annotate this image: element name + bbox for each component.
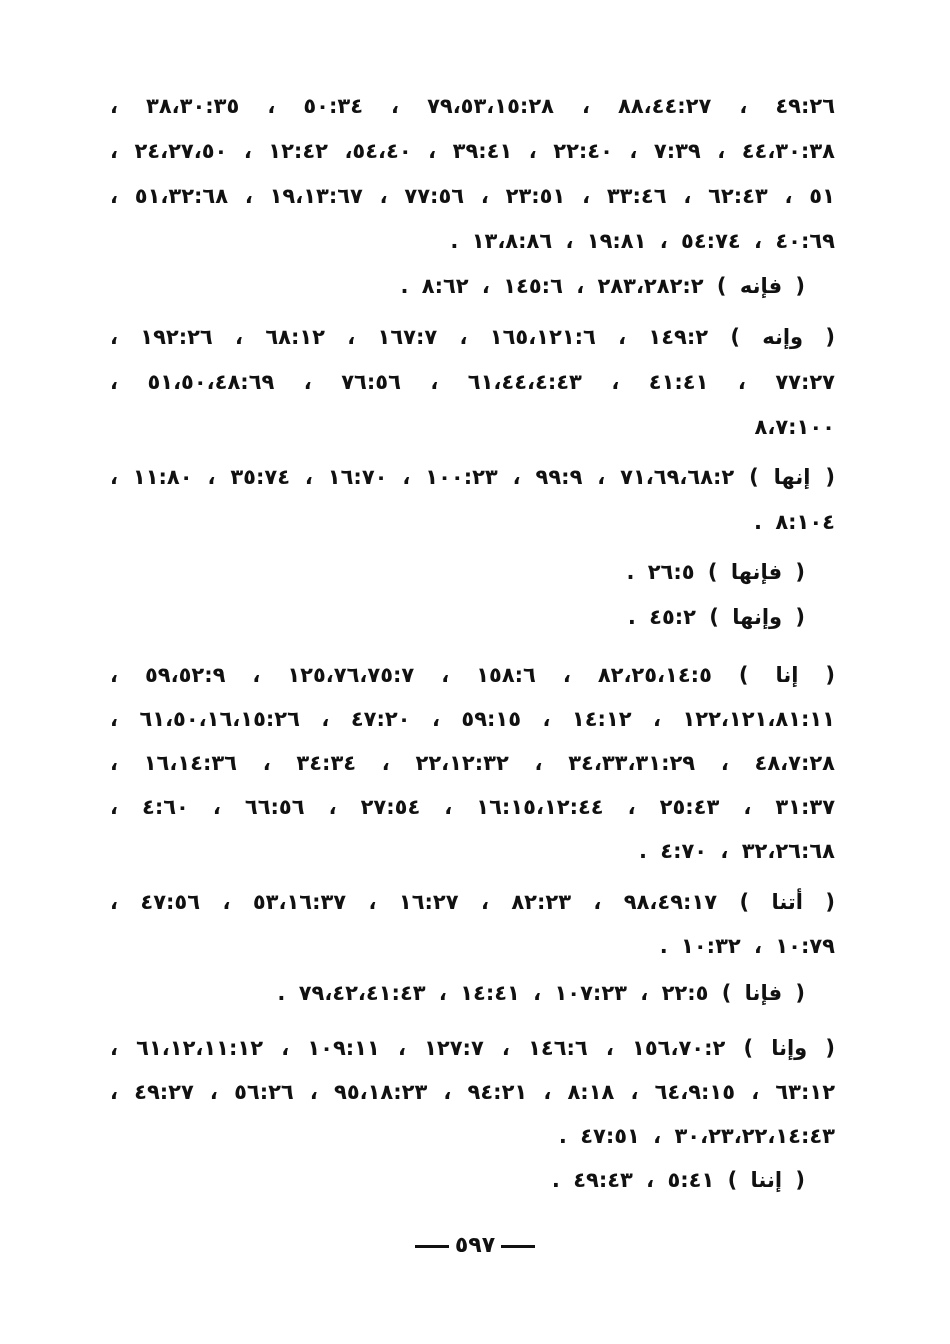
entry-heading-line: ( فإنها ) ٢٦:٥ . [626,560,805,584]
text-line: ٧٧:٢٧ ، ٤١:٤١ ، ٦١،٤٤،٤:٤٣ ، ٧٦:٥٦ ، ٥١،٥٠،٤٨:٦٩ ، [110,370,835,394]
text-line: ١٢٢،١٢١،٨١:١١ ، ١٤:١٢ ، ٥٩:١٥ ، ٤٧:٢٠ ، ٦١،٥٠،١٦،١٥:٢٦ ، [110,707,835,731]
dash-left [501,1245,535,1248]
entry-heading-line: ( فإنه ) ٢٨٣،٢٨٢:٢ ، ١٤٥:٦ ، ٨:٦٢ . [400,274,805,298]
text-line: ٤٩:٢٦ ، ٨٨،٤٤:٢٧ ، ٧٩،٥٣،١٥:٢٨ ، ٥٠:٣٤ ، ٣٨،٣٠:٣٥ ، [110,94,836,118]
text-line: ٨،٧:١٠٠ [754,415,835,439]
entry-heading-line: ( أتنا ) ٩٨،٤٩:١٧ ، ٨٢:٢٣ ، ١٦:٢٧ ، ٥٣،١٦:٣٧ ، ٤٧:٥٦ ، [110,890,836,914]
text-line: ٤٨،٧:٢٨ ، ٣٤،٣٣،٣١:٢٩ ، ٢٢،١٢:٣٢ ، ٣٤:٣٤ ، ١٦،١٤:٣٦ ، [110,751,835,775]
entry-heading-line: ( وإنه ) ١٤٩:٢ ، ١٦٥،١٢١:٦ ، ١٦٧:٧ ، ٦٨:١٢ ، ١٩٢:٢٦ ، [110,325,835,349]
text-line: ٨:١٠٤ . [754,510,835,534]
entry-heading-line: ( إننا ) ٥:٤١ ، ٤٩:٤٣ . [551,1168,805,1192]
text-line: ١٠:٧٩ ، ١٠:٣٢ . [659,934,835,958]
entry-heading-line: ( إنا ) ٨٢،٢٥،١٤:٥ ، ١٥٨:٦ ، ١٢٥،٧٦،٧٥:٧ ، ٥٩،٥٢:٩ ، [110,663,835,687]
entry-heading-line: ( إنها ) ٧١،٦٩،٦٨:٢ ، ٩٩:٩ ، ١٠٠:٢٣ ، ١٦:٧٠ ، ٣٥:٧٤ ، ١١:٨٠ ، [110,465,835,489]
entry-heading-line: ( وإنها ) ٤٥:٢ . [627,605,805,629]
text-line: ٤٠:٦٩ ، ٥٤:٧٤ ، ١٩:٨١ ، ١٣،٨:٨٦ . [450,229,835,253]
page-footer [0,1233,950,1258]
text-line: ٣٢،٢٦:٦٨ ، ٤:٧٠ . [638,839,835,863]
dash-right [415,1245,449,1248]
entry-heading-line: ( وإنا ) ١٥٦،٧٠:٢ ، ١٤٦:٦ ، ١٢٧:٧ ، ١٠٩:١١ ، ٦١،١٢،١١:١٢ ، [110,1036,835,1060]
entry-heading-line: ( فإنا ) ٢٢:٥ ، ١٠٧:٢٣ ، ١٤:٤١ ، ٧٩،٤٢،٤١:٤٣ . [277,981,805,1005]
text-line: ٥١ ، ٦٢:٤٣ ، ٣٣:٤٦ ، ٢٣:٥١ ، ٧٧:٥٦ ، ١٩،١٣:٦٧ ، ٥١،٣٢:٦٨ ، [110,184,835,208]
text-line: ٦٣:١٢ ، ٦٤،٩:١٥ ، ٨:١٨ ، ٩٤:٢١ ، ٩٥،١٨:٢٣ ، ٥٦:٢٦ ، ٤٩:٢٧ ، [110,1080,836,1104]
text-line: ٣٠،٢٣،٢٢،١٤:٤٣ ، ٤٧:٥١ . [558,1124,835,1148]
text-line: ٤٤،٣٠:٣٨ ، ٧:٣٩ ، ٢٢:٤٠ ، ٣٩:٤١ ، ٥٤،٤٠، ١٢:٤٢ ، ٢٤،٢٧،٥٠ ، [110,139,835,163]
text-line: ٣١:٣٧ ، ٢٥:٤٣ ، ١٦:١٥،١٢:٤٤ ، ٢٧:٥٤ ، ٦٦:٥٦ ، ٤:٦٠ ، [110,795,836,819]
page-number: ٥٩٧ [454,1233,496,1258]
